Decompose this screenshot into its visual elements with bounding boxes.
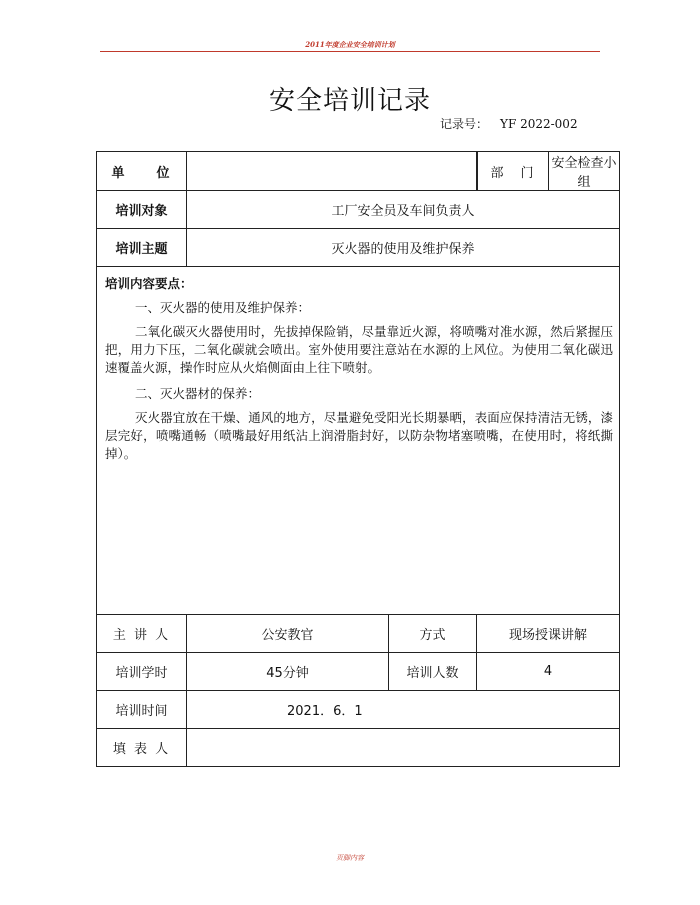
count-label: 培训人数	[389, 653, 477, 691]
dept-label: 部 门	[477, 152, 549, 190]
topic-value: 灭火器的使用及维护保养	[187, 229, 620, 267]
time-label: 培训时间	[97, 691, 187, 729]
training-record-table	[96, 151, 620, 767]
time-row	[97, 691, 620, 729]
header-divider	[100, 51, 600, 52]
document-title: 安全培训记录	[268, 86, 431, 116]
section2-title: 二、灭火器材的保养：	[135, 386, 261, 401]
dept-cell	[477, 152, 620, 191]
filler-value	[187, 729, 620, 767]
target-value: 工厂安全员及车间负责人	[187, 191, 620, 229]
section2-body: 灭火器宜放在干燥、通风的地方，尽量避免受阳光长期暴晒，表面应保持清洁无锈，漆层完好，喷嘴通畅（喷嘴最好用纸沾上润滑脂封好，以防杂物堵塞喷嘴，在使用时，将纸撕掉）。	[105, 410, 613, 461]
unit-value	[187, 152, 477, 191]
record-number-label: 记录号：	[440, 117, 489, 131]
hours-value: 45分钟	[187, 653, 389, 691]
content-cell	[97, 267, 620, 615]
section1-body: 二氧化碳灭火器使用时，先拔掉保险销，尽量靠近火源，将喷嘴对准水源，然后紧握压把，用力下压，二氧化碳就会喷出。室外使用要注意站在水源的上风位。为使用二氧化碳迅速覆盖火源，操作时应从火焰侧面由上往下喷射。	[105, 324, 613, 375]
content-row	[97, 267, 620, 615]
section1-title: 一、灭火器的使用及维护保养：	[135, 300, 311, 315]
record-number-value: YF 2022-002	[500, 117, 578, 131]
lecturer-value: 公安教官	[187, 615, 389, 653]
lecturer-row	[97, 615, 620, 653]
content-label: 培训内容要点：	[105, 276, 193, 291]
record-number	[440, 115, 578, 132]
count-value: 4	[477, 653, 620, 691]
time-value: 2021．6．1	[187, 691, 620, 729]
target-row	[97, 191, 620, 229]
hours-label: 培训学时	[97, 653, 187, 691]
lecturer-label: 主 讲 人	[97, 615, 187, 653]
topic-row	[97, 229, 620, 267]
topic-label: 培训主题	[97, 229, 187, 267]
method-value: 现场授课讲解	[477, 615, 620, 653]
filler-row	[97, 729, 620, 767]
page-header-text: 2011年度企业安全培训计划	[305, 40, 395, 49]
method-label: 方式	[389, 615, 477, 653]
unit-label: 单 位	[97, 152, 187, 191]
dept-value: 安全检查小组	[551, 156, 617, 190]
page-footer-text: 页脚内容	[336, 854, 364, 862]
unit-row	[97, 152, 620, 191]
filler-label: 填 表 人	[97, 729, 187, 767]
hours-row	[97, 653, 620, 691]
target-label: 培训对象	[97, 191, 187, 229]
